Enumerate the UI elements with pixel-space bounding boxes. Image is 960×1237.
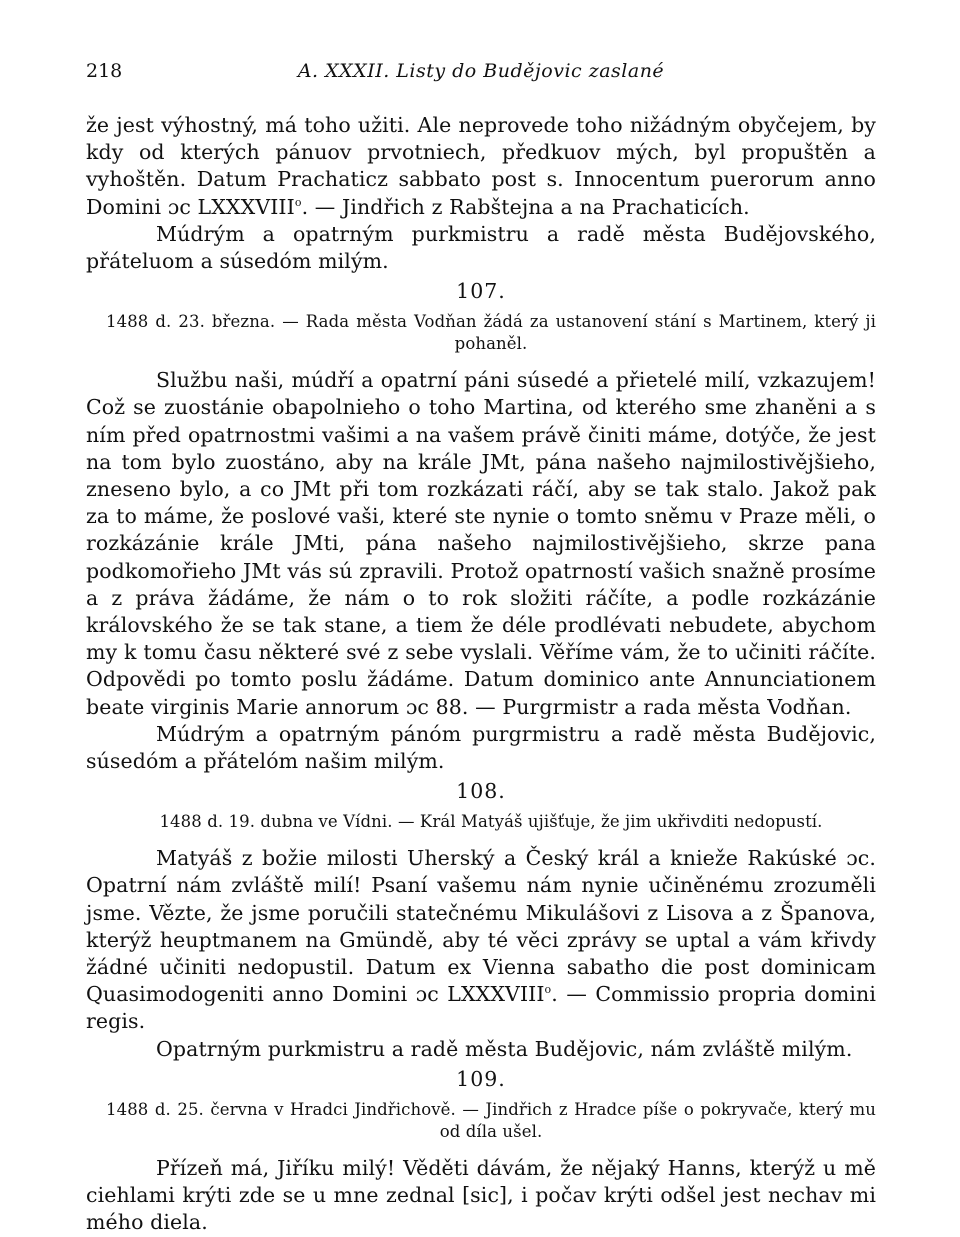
doc109-number: 109. bbox=[456, 1066, 506, 1091]
doc108-address: Opatrným purkmistru a radě města Budějovic, nám zvláště milým. bbox=[156, 1036, 853, 1061]
ordinal-superscript: o bbox=[294, 195, 302, 209]
doc107-number: 107. bbox=[456, 279, 506, 304]
doc106-text-a: že jest výhostný, má toho užiti. Ale neprovede toho nižádným obyčejem, by kdy od kterých pánuov prvotniech, předkuov mých, byl propuštěn a vyhoštěn. Datum Prachaticz sabbato post s. Innocentum puerorum anno Domini ɔc LXXXVIII bbox=[86, 113, 876, 219]
running-title: A. XXXII. Listy do Budějovic zaslané bbox=[297, 60, 665, 82]
doc107-body: Službu naši, múdří a opatrní páni súsedé a přietelé milí, vzkazujem! Což se zuostánie obapolnieho o toho Martina, od kterého sme zhaněni a s ním před opatrnostmi vašimi a na vašem právě činiti máme, dotýče, že jest na tom bylo zuostáno, aby na krále JMt, pána našeho najmilostivějšieho, zneseno bylo, a co JMt při tom rozkázati ráčí, aby se tak stalo. Jakož pak za to máme, že poslové vaši, které ste nynie o tomto sněmu v Praze měli, o rozkázánie krále JMti, pána našeho najmilostivějšieho, skrze pana podkomořieho JMt vás sú zpravili. Protož opatrností vašich snažně prosíme a z práva žádáme, že nám o to rok složiti ráčíte, a podle rozkázánie královského že se tak stane, a tiem že déle prodlévati nebudete, abychom my k tomu času některé své z sebe vyslali. Věříme vám, že to učiniti ráčíte. Odpovědi po tomto poslu žádáme. Datum dominico ante Annunciationem beate virginis Marie annorum ɔc 88. — Purgrmistr a rada města Vodňan. bbox=[86, 368, 876, 719]
doc106-body-tail bbox=[86, 112, 876, 221]
doc108-number: 108. bbox=[456, 779, 506, 804]
doc109-body: Přízeň má, Jiříku milý! Věděti dávám, že nějaký Hanns, kterýž u mě ciehlami krýti zde se u mne zednal [sic], i počav krýti odšel jest nechav mi mého diela. bbox=[86, 1155, 876, 1235]
doc108-text-a: Matyáš z božie milosti Uherský a Český král a knieže Rakúské ɔc. Opatrní nám zvláště milí! Psaní vašemu nám nynie učiněnému zrozuměli jsme. Vězte, že jsme poručili statečnému Mikulášovi z Lisova a z Španova, kterýž heuptmanem na Gmündě, aby té věci zprávy se uptal a vám křivdy žádné učiniti nedopustil. Datum ex Vienna sabatho die post dominicam Quasimodogeniti anno Domini ɔc LXXXVIII bbox=[86, 846, 876, 1007]
doc106-text-b: . — Jindřich z Rabštejna a na Prachaticích. bbox=[301, 194, 750, 219]
running-head bbox=[86, 60, 876, 90]
doc109-regest: 1488 d. 25. června v Hradci Jindřichově. — Jindřich z Hradce píše o pokryvače, který mu od díla ušel. bbox=[106, 1099, 876, 1141]
ordinal-superscript: o bbox=[544, 983, 552, 997]
doc106-address: Múdrým a opatrným purkmistru a radě města Budějovského, přáteluom a súsedóm milým. bbox=[86, 221, 876, 274]
page-number: 218 bbox=[86, 60, 123, 82]
doc107-regest: 1488 d. 23. března. — Rada města Vodňan žádá za ustanovení stání s Martinem, který ji pohaněl. bbox=[106, 312, 876, 354]
doc108-body bbox=[86, 845, 876, 1035]
doc108-text-b: . — Commissio propria domini regis. bbox=[86, 982, 876, 1034]
doc108-regest: 1488 d. 19. dubna ve Vídni. — Král Matyáš ujišťuje, že jim ukřivditi nedopustí. bbox=[159, 812, 823, 832]
doc107-address: Múdrým a opatrným pánóm purgrmistru a radě města Budějovic, súsedóm a přátelóm našim milým. bbox=[86, 721, 876, 774]
